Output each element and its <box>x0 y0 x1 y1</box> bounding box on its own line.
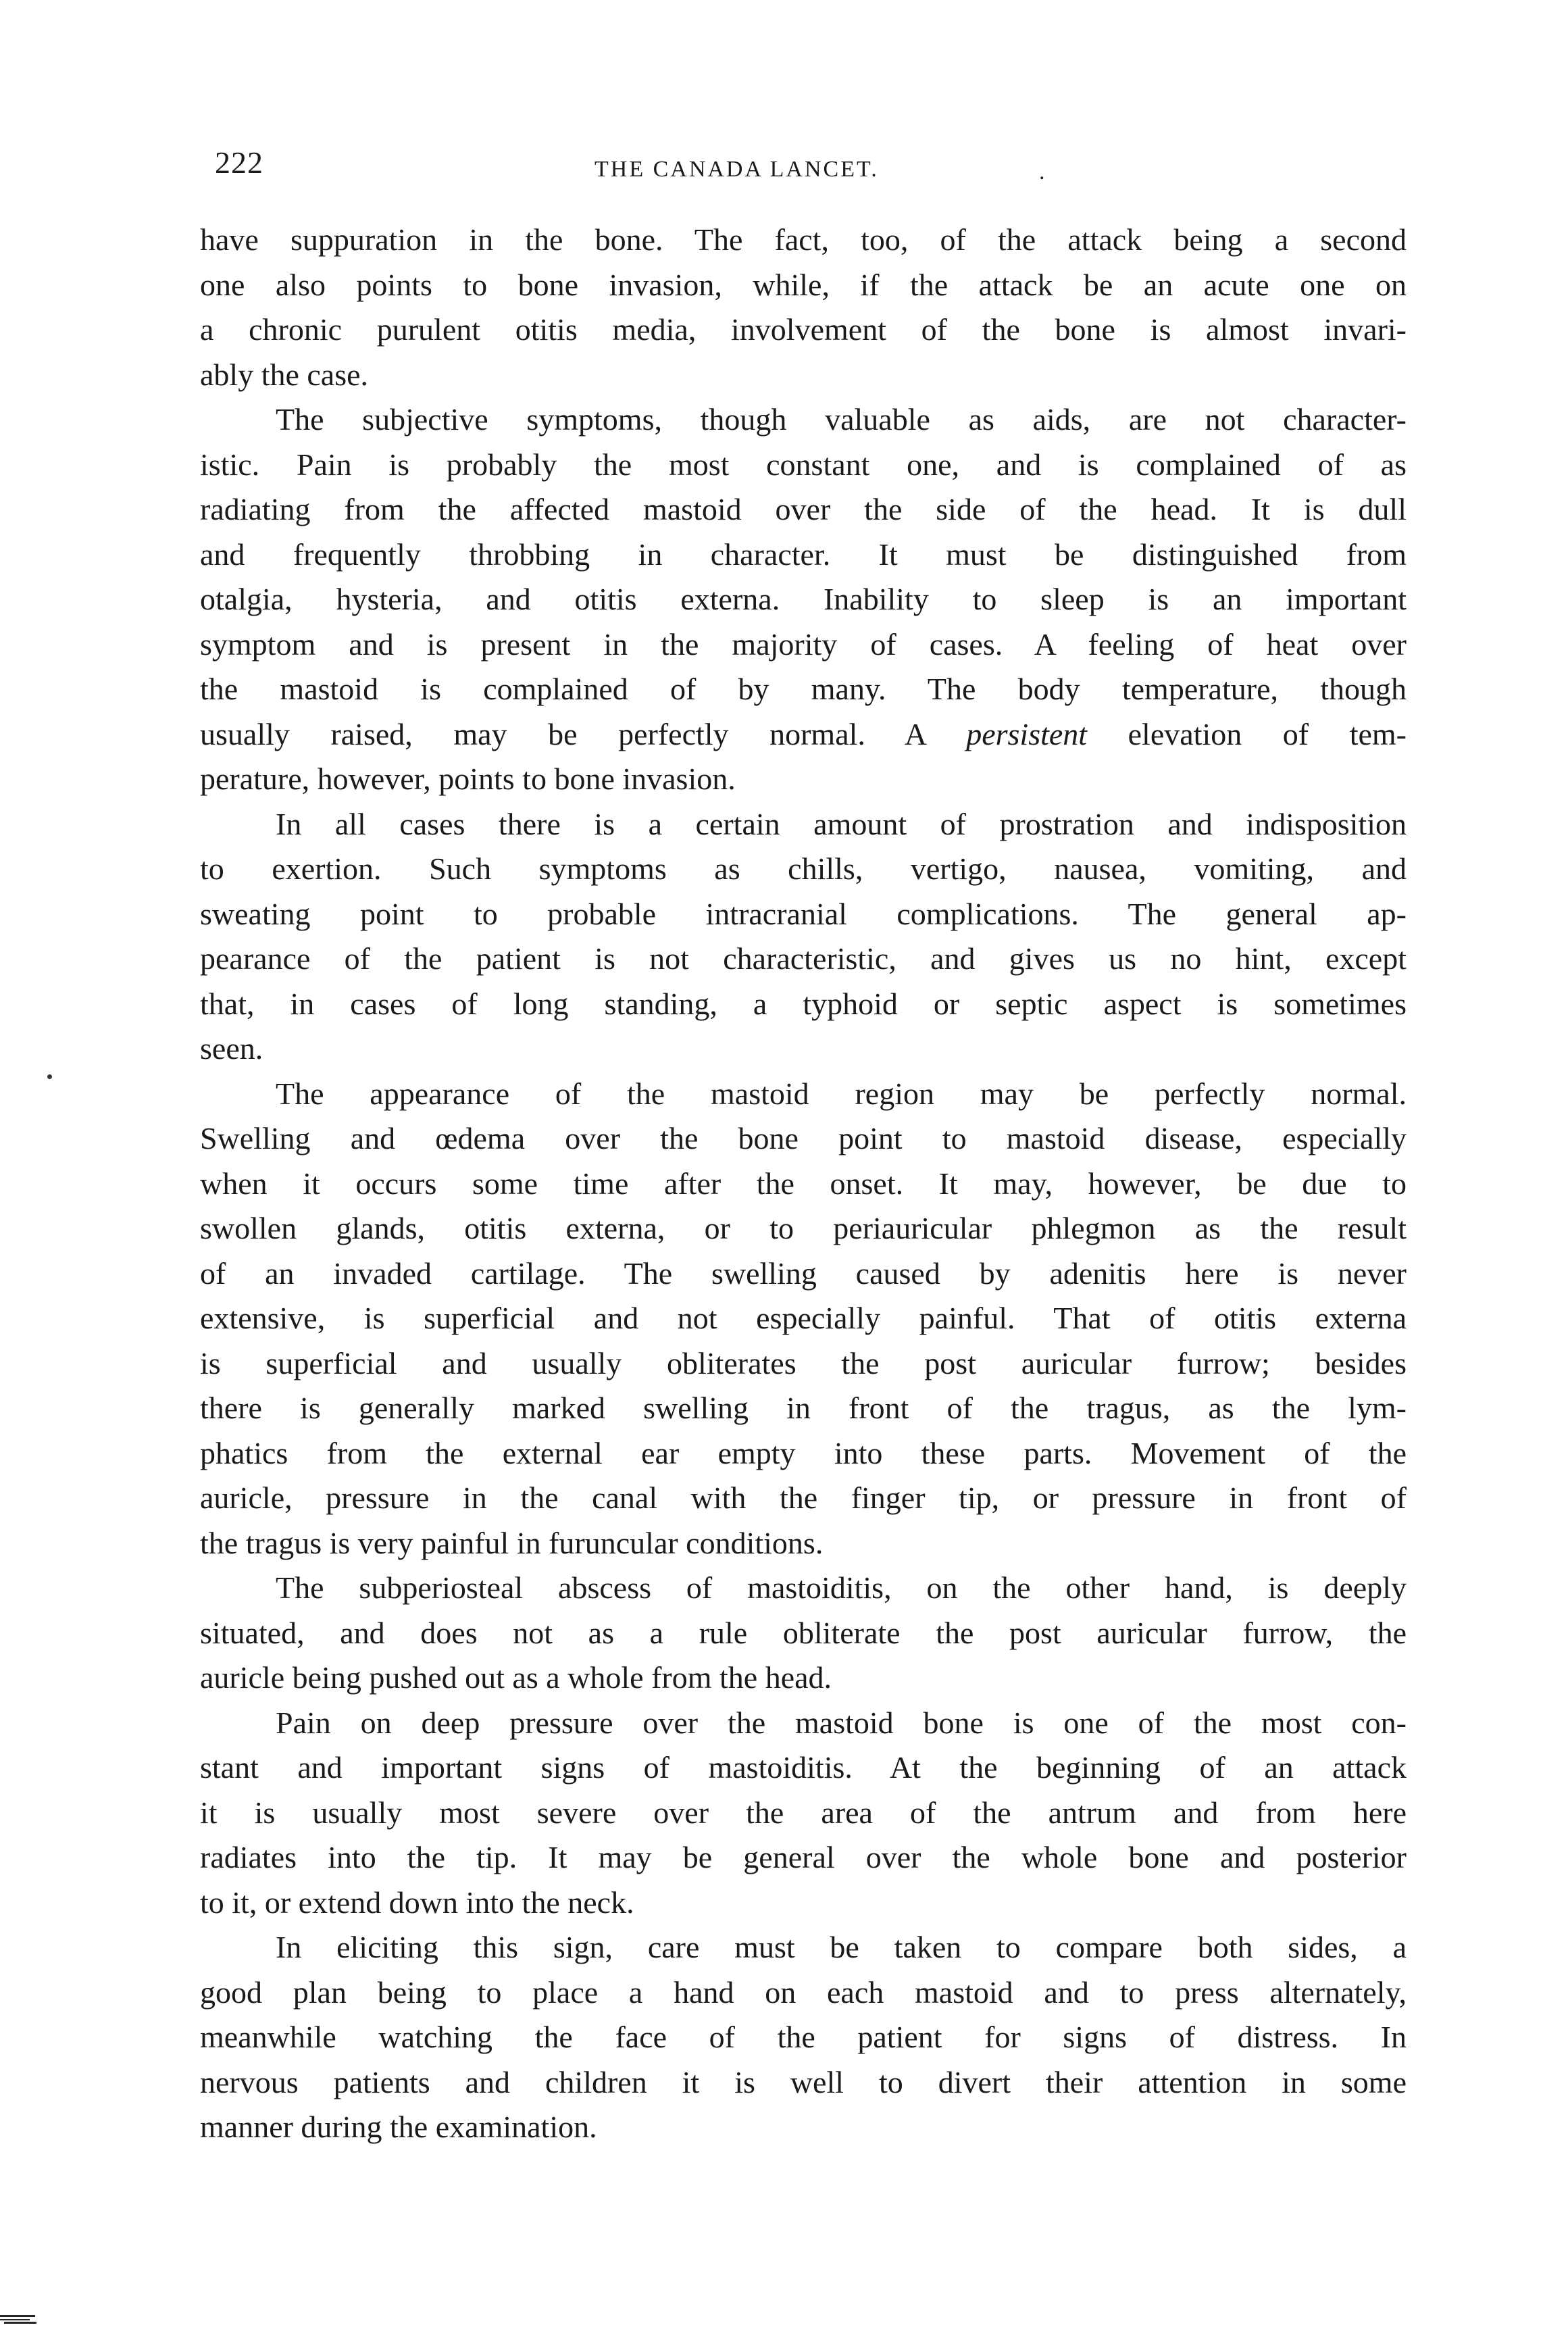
paragraph <box>200 1701 1407 1926</box>
text-line: situated, and does not as a rule obliterate the post auricular furrow, the <box>200 1615 1407 1650</box>
page-number: 222 <box>215 145 263 180</box>
text-line: stant and important signs of mastoiditis. At the beginning of an attack <box>200 1750 1407 1785</box>
text-line: radiates into the tip. It may be general over the whole bone and posterior <box>200 1840 1407 1874</box>
text-line: nervous patients and children it is well to divert their attention in some <box>200 2064 1407 2099</box>
text-line: auricle being pushed out as a whole from the head. <box>200 1660 832 1695</box>
paragraph <box>200 397 1407 802</box>
paragraph <box>200 1925 1407 2150</box>
text-line: auricle, pressure in the canal with the finger tip, or pressure in front of <box>200 1480 1407 1515</box>
text-line: usually raised, may be perfectly normal. A persistent elevation of tem- <box>200 716 1407 751</box>
text-line: a chronic purulent otitis media, involvement of the bone is almost invari- <box>200 312 1407 347</box>
text-line: it is usually most severe over the area of the antrum and from here <box>200 1795 1407 1830</box>
text-line: otalgia, hysteria, and otitis externa. Inability to sleep is an important <box>200 582 1407 616</box>
text-line: swollen glands, otitis externa, or to periauricular phlegmon as the result <box>200 1211 1407 1245</box>
text-line: there is generally marked swelling in front of the tragus, as the lym- <box>200 1391 1407 1425</box>
text-line: istic. Pain is probably the most constant one, and is complained of as <box>200 447 1407 482</box>
text-line: sweating point to probable intracranial complications. The general ap- <box>200 896 1407 931</box>
text-line: symptom and is present in the majority of cases. A feeling of heat over <box>200 626 1407 662</box>
text-line: the mastoid is complained of by many. The body temperature, though <box>200 672 1407 706</box>
text-line: In eliciting this sign, care must be taken to compare both sides, a <box>276 1930 1407 1964</box>
text-line: In all cases there is a certain amount of prostration and indisposition <box>276 806 1407 841</box>
paragraph <box>200 1072 1407 1566</box>
text-line: and frequently throbbing in character. It must be distinguished from <box>200 537 1407 572</box>
text-line: phatics from the external ear empty into these parts. Movement of the <box>200 1435 1407 1470</box>
text-line: of an invaded cartilage. The swelling caused by adenitis here is never <box>200 1255 1407 1291</box>
text-line: The appearance of the mastoid region may be perfectly normal. <box>276 1076 1407 1111</box>
margin-dot-mark <box>47 1074 52 1079</box>
text-line: that, in cases of long standing, a typhoid or septic aspect is sometimes <box>200 986 1407 1021</box>
text-line: have suppuration in the bone. The fact, too, of the attack being a second <box>200 222 1407 257</box>
text-line: when it occurs some time after the onset. It may, however, be due to <box>200 1166 1407 1201</box>
text-line: Pain on deep pressure over the mastoid bone is one of the most con- <box>276 1705 1407 1740</box>
text-line: to exertion. Such symptoms as chills, vertigo, nausea, vomiting, and <box>200 851 1407 886</box>
text-line: Swelling and œdema over the bone point to mastoid disease, especially <box>200 1121 1407 1155</box>
text-line: The subjective symptoms, though valuable as aids, are not character- <box>276 402 1407 437</box>
text-line: perature, however, points to bone invasion. <box>200 762 736 796</box>
paragraph <box>200 1566 1407 1701</box>
text-line: is superficial and usually obliterates the post auricular furrow; besides <box>200 1345 1407 1380</box>
body-text <box>200 218 1407 2150</box>
text-line: The subperiosteal abscess of mastoiditis, on the other hand, is deeply <box>276 1570 1407 1605</box>
emphasis: persistent <box>966 716 1088 751</box>
text-line: ably the case. <box>200 357 369 392</box>
text-line: to it, or extend down into the neck. <box>200 1885 634 1920</box>
text-line: the tragus is very painful in furuncular conditions. <box>200 1525 824 1560</box>
scan-corner-mark <box>0 2314 38 2324</box>
text-line: meanwhile watching the face of the patient for signs of distress. In <box>200 2020 1407 2054</box>
paragraph <box>200 802 1407 1072</box>
text-line: pearance of the patient is not characteristic, and gives us no hint, except <box>200 941 1407 976</box>
paragraph <box>200 218 1407 397</box>
running-title: THE CANADA LANCET. <box>595 157 879 182</box>
text-line: extensive, is superficial and not especially painful. That of otitis externa <box>200 1301 1407 1335</box>
text-line: radiating from the affected mastoid over the side of the head. It is dull <box>200 492 1407 526</box>
text-line: one also points to bone invasion, while, if the attack be an acute one on <box>200 267 1407 302</box>
text-line: good plan being to place a hand on each mastoid and to press alternately, <box>200 1974 1407 2010</box>
header-mark: . <box>1039 159 1045 184</box>
text-line: manner during the examination. <box>200 2110 597 2144</box>
text-line: seen. <box>200 1031 263 1066</box>
